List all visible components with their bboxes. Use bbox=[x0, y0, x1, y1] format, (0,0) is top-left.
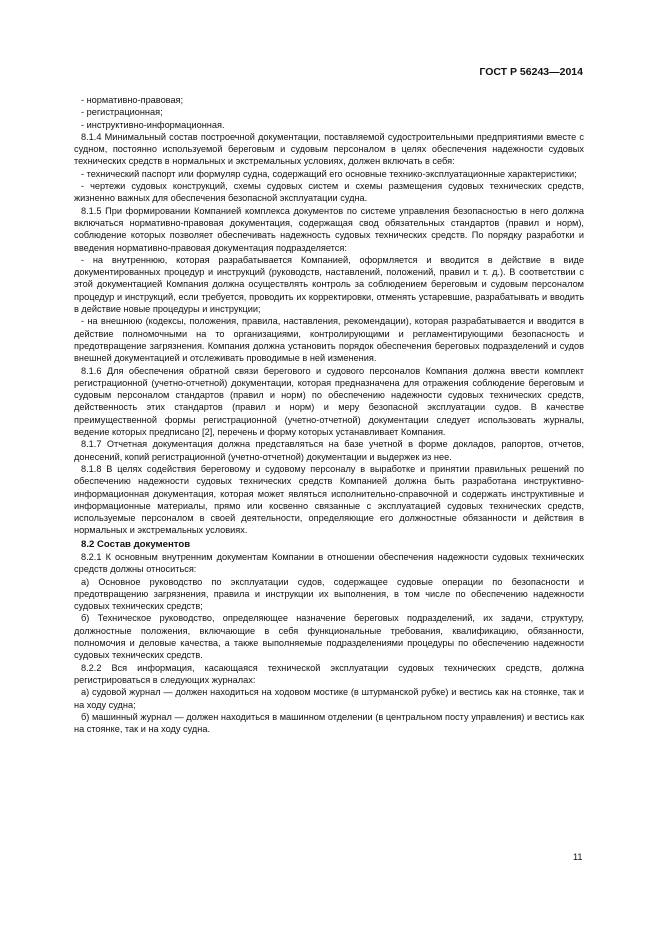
list-item: - регистрационная; bbox=[81, 107, 163, 118]
list-item: - на внутреннюю, которая разрабатывается Компанией, оформляется и вводится в действие в виде документированных процедур и инструкций (руководств, наставлений, положений, правил и т. д.). В соответствии с этой документацией Компания должна осуществлять контроль за соблюдением береговым и судовым персоналом процедур и инструкций, если требуется, проводить их корректировки, отменять устаревшие, разрабатывать и вводить в действие новые процедуры и инструкции; bbox=[74, 254, 584, 315]
clause-8-1-5: 8.1.5 При формировании Компанией комплекса документов по системе управления безопасностью в него должна включаться нормативно-правовая документация, содержащая свод обязательных стандартов (правил и норм), соблюдение которых позволяет обеспечивать надежность судовых технических средств. По порядку разработки и введения нормативно-правовая документация подразделяется: bbox=[74, 205, 584, 253]
list-item: б) машинный журнал — должен находиться в машинном отделении (в центральном посту управления) и вестись как на стоянке, так и на ходу судна. bbox=[74, 711, 584, 735]
standard-header: ГОСТ Р 56243—2014 bbox=[479, 66, 583, 78]
clause-8-2-2: 8.2.2 Вся информация, касающаяся технической эксплуатации судовых технических средств, должна регистрироваться в следующих журналах: bbox=[74, 662, 584, 685]
list-item: - инструктивно-информационная. bbox=[81, 119, 225, 130]
list-item: - на внешнюю (кодексы, положения, правила, наставления, рекомендации), которая разрабатывается и вводится в действие полномочными на то организациями, контролирующими и регламентирующими безопасность и предотвращение загрязнения. Компания должна установить порядок обеспечения береговых подразделений и судов внешней документацией и отслеживать проводимые в ней изменения. bbox=[74, 316, 584, 364]
clause-8-1-6: 8.1.6 Для обеспечения обратной связи берегового и судового персоналов Компания должна ввести комплект регистрационной (учетно-отчетной) документации, которая предназначена для отражения соблюдение береговым и судовым персоналом стандартов (правил и норм) по обеспечению надежности судовых технических средств, действенность этих стандартов (правил и норм) и меру безопасной эксплуатации судов. В качестве преимущественной формы регистрационной (учетно-отчетной) документации следует использовать журналы, ведение которых предписано [2], перечень и форму которых устанавливает Компания. bbox=[74, 365, 584, 438]
clause-8-1-8: 8.1.8 В целях содействия береговому и судовому персоналу в выработке и принятии правильных решений по обеспечению надежности судовых технических средств Компанией должна быть разработана инструктивно-информационная документация, которая может являться исполнительно-справочной и содержать инструктивные и информационные материалы, прямо или косвенно связанные с эксплуатацией судовых технических средств, используемые персоналом в своей деятельности, определяющие его должностные обязанности и действия в нормальных и экстремальных условиях. bbox=[74, 463, 584, 536]
list-item: а) судовой журнал — должен находиться на ходовом мостике (в штурманской рубке) и вестись как на стоянке, так и на ходу судна; bbox=[74, 687, 584, 710]
page-body bbox=[74, 94, 584, 735]
list-item: - чертежи судовых конструкций, схемы судовых систем и схемы размещения судовых технических средств, жизненно важных для обеспечения безопасной эксплуатации судна. bbox=[74, 181, 584, 204]
list-item: а) Основное руководство по эксплуатации судов, содержащее судовые операции по безопасности и предотвращению загрязнения, правила и инструкции их выполнения, в том числе по обеспечению надежности судовых технических средств; bbox=[74, 576, 584, 612]
section-heading: 8.2 Состав документов bbox=[81, 538, 191, 550]
clause-8-1-4: 8.1.4 Минимальный состав построечной документации, поставляемой судостроительными предприятиями вместе с судном, постоянно используемой береговым и судовым персоналом в целях обеспечения надежности судовых технических средств в нормальных и экстремальных условиях, должен включать в себя: bbox=[74, 131, 584, 167]
list-item: - технический паспорт или формуляр судна, содержащий его основные технико-эксплуатационные характеристики; bbox=[81, 168, 577, 179]
list-item: - нормативно-правовая; bbox=[81, 95, 184, 105]
clause-8-2-1: 8.2.1 К основным внутренним документам Компании в отношении обеспечения надежности судовых технических средств должны относиться: bbox=[74, 551, 584, 575]
page-number: 11 bbox=[573, 852, 583, 862]
clause-8-1-7: 8.1.7 Отчетная документация должна представляться на базе учетной в форме докладов, рапортов, отчетов, донесений, копий регистрационной (учетно-отчетной) документации и выдержек из нее. bbox=[74, 439, 584, 462]
list-item: б) Техническое руководство, определяющее назначение береговых подразделений, их задачи, структуру, должностные положения, включающие в себя функциональные требования, квалификацию, обязанности, полномочия и деловые качества, а также выполняемые подразделениями процедуры по обеспечению надежности судовых технических средств. bbox=[74, 613, 584, 661]
